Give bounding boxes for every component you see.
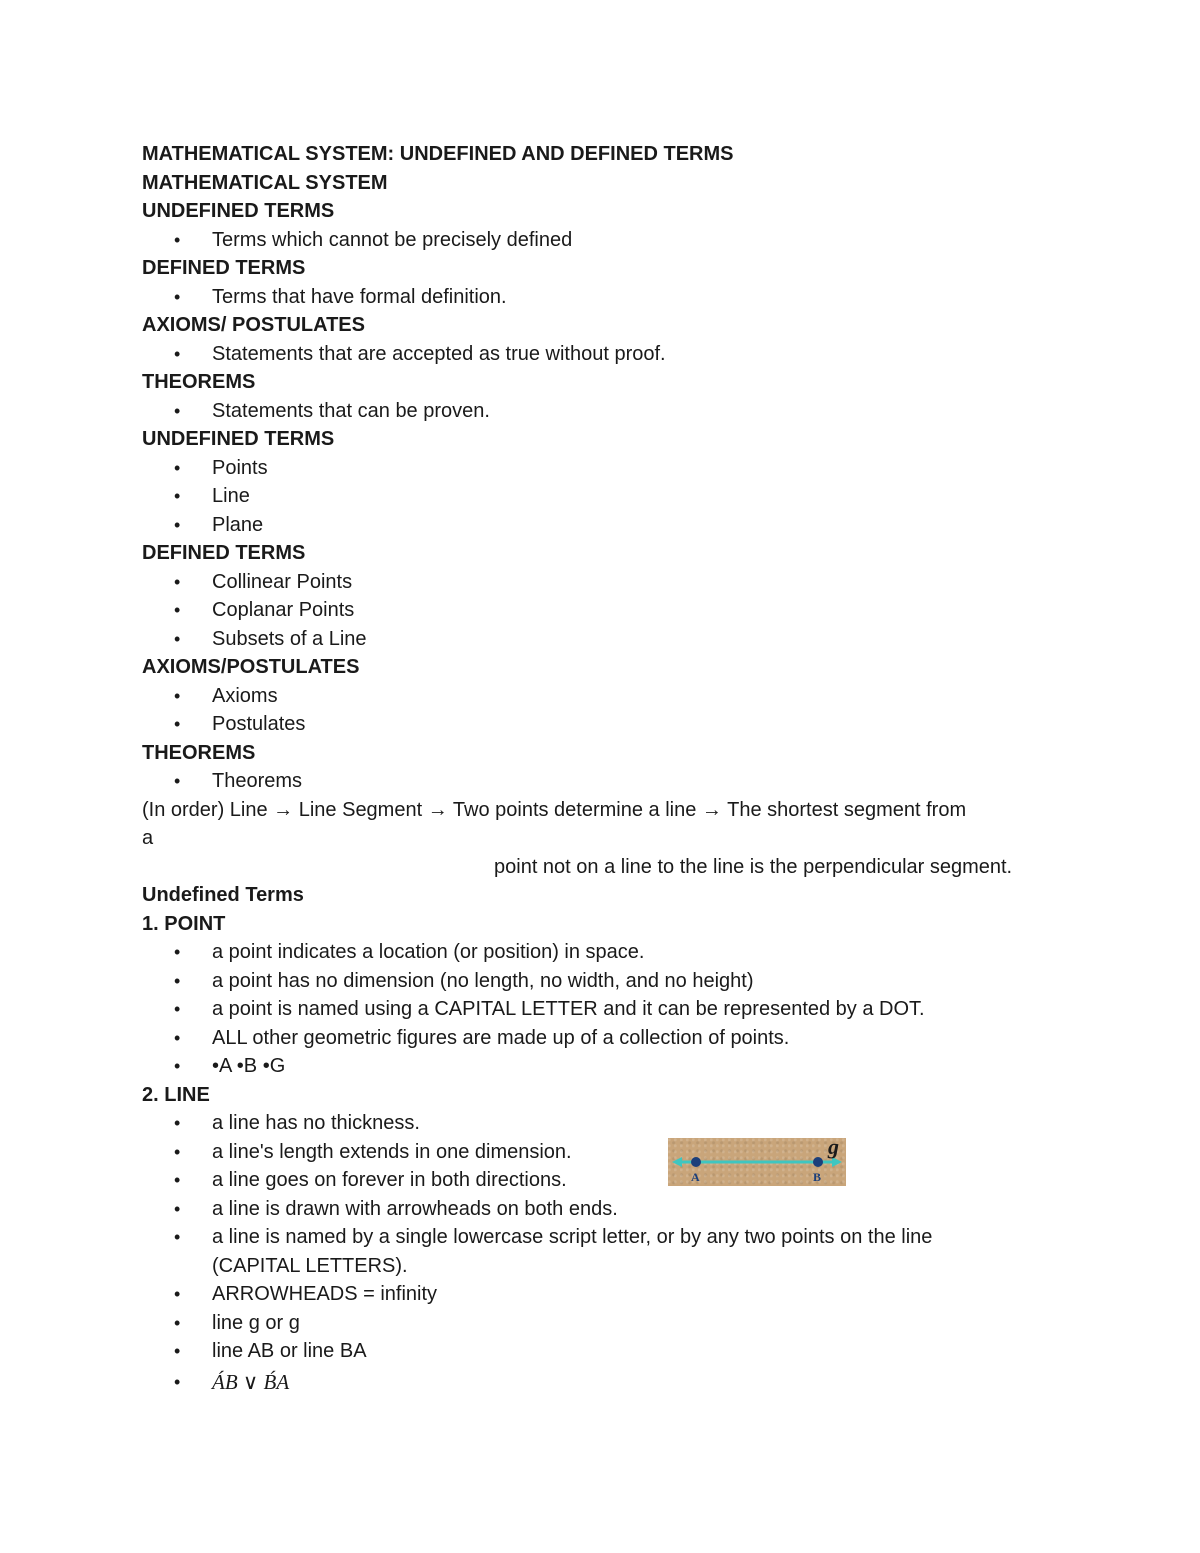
document-title: MATHEMATICAL SYSTEM: UNDEFINED AND DEFINED TERMS <box>142 143 734 165</box>
bullet-icon: • <box>174 514 181 535</box>
list-item: • ARROWHEADS = infinity <box>142 1280 1062 1309</box>
bullet-icon: • <box>174 628 181 649</box>
list-item: • Points <box>142 454 1062 483</box>
bullet-icon: • <box>174 1227 181 1247</box>
overview-defined-heading: DEFINED TERMS <box>142 257 306 279</box>
bullet-icon: • <box>174 571 181 592</box>
bullet-icon: • <box>174 1312 181 1333</box>
list-item: • a line's length extends in one dimension. <box>142 1138 1062 1167</box>
list-item: • Coplanar Points <box>142 596 1062 625</box>
list-item: • Theorems <box>142 767 1062 796</box>
line-heading: 2. LINE <box>142 1083 210 1106</box>
bullet-icon: • <box>174 1113 181 1133</box>
document-subtitle: MATHEMATICAL SYSTEM <box>142 171 388 194</box>
list-item: • Line <box>142 482 1062 511</box>
bullet-icon: • <box>174 400 181 421</box>
list-item: • Collinear Points <box>142 568 1062 597</box>
bullet-icon: • <box>174 970 181 991</box>
list-item: • Postulates <box>142 710 1062 739</box>
bullet-icon: • <box>174 343 181 364</box>
bullet-icon: • <box>174 486 181 506</box>
point-b-label: B <box>813 1170 822 1184</box>
line-notation: ÁB ∨ B́A <box>212 1369 290 1394</box>
bullet-icon: • <box>174 600 181 620</box>
list-item: • a point is named using a CAPITAL LETTER and it can be represented by a DOT. <box>142 995 1062 1024</box>
list-item: • Terms that have formal definition. <box>142 283 1062 312</box>
section-heading: Undefined Terms <box>142 884 304 906</box>
bullet-icon: • <box>174 1141 181 1162</box>
point-heading: 1. POINT <box>142 912 226 935</box>
line-g-label: g <box>828 1138 839 1159</box>
undefined-terms-heading: UNDEFINED TERMS <box>142 428 335 450</box>
list-item: • Subsets of a Line <box>142 625 1062 654</box>
bullet-icon: • <box>174 942 181 962</box>
line-figure-image <box>668 1138 846 1186</box>
bullet-icon: • <box>174 714 181 734</box>
bullet-icon: • <box>174 685 181 706</box>
bullet-icon: • <box>174 1284 181 1304</box>
point-a-dot <box>691 1157 701 1167</box>
point-b-dot <box>813 1157 823 1167</box>
overview-axioms-heading: AXIOMS/ POSTULATES <box>142 314 365 336</box>
list-item <box>142 1368 1062 1398</box>
list-item: • line AB or line BA <box>142 1337 1062 1366</box>
axioms-postulates-heading: AXIOMS/POSTULATES <box>142 656 360 678</box>
order-line-1: (In order) Line → Line Segment → Two points determine a line → The shortest segment from <box>142 798 967 821</box>
list-item: • a point has no dimension (no length, no width, and no height) <box>142 967 1062 996</box>
theorems-heading: THEOREMS <box>142 741 256 764</box>
list-item: • Axioms <box>142 682 1062 711</box>
bullet-icon: • <box>174 1056 181 1076</box>
list-item: • a line is drawn with arrowheads on both ends. <box>142 1195 1062 1224</box>
bullet-icon: • <box>174 286 181 307</box>
bullet-icon: • <box>174 1198 181 1219</box>
line-figure-svg <box>668 1138 846 1186</box>
list-item: • Statements that are accepted as true without proof. <box>142 340 1062 369</box>
list-item: • line g or g <box>142 1309 1062 1338</box>
list-item: • a point indicates a location (or position) in space. <box>142 938 1062 967</box>
document-page <box>142 140 1062 1397</box>
bullet-icon: • <box>174 1341 181 1361</box>
list-item: • ALL other geometric figures are made up of a collection of points. <box>142 1024 1062 1053</box>
overview-undefined-heading: UNDEFINED TERMS <box>142 200 335 222</box>
list-item: • a line goes on forever in both directions. <box>142 1166 1062 1195</box>
bullet-icon: • <box>174 1170 181 1190</box>
left-arrowhead-icon <box>672 1157 682 1167</box>
overview-theorems-heading: THEOREMS <box>142 371 256 393</box>
bullet-icon: • <box>174 771 181 791</box>
list-item: • •A •B •G <box>142 1052 1062 1081</box>
list-item: • a line is named by a single lowercase script letter, or by any two points on the line (CAPITAL LETTERS). <box>142 1223 1002 1280</box>
bullet-icon: • <box>174 1371 181 1392</box>
bullet-icon: • <box>174 999 181 1019</box>
list-item: • Plane <box>142 511 1062 540</box>
point-a-label: A <box>691 1170 700 1184</box>
bullet-icon: • <box>174 457 181 478</box>
order-line-2: a <box>142 827 154 849</box>
defined-terms-heading: DEFINED TERMS <box>142 542 306 564</box>
order-line-3: point not on a line to the line is the perpendicular segment. <box>494 855 1013 878</box>
bullet-icon: • <box>174 229 181 250</box>
list-item: • a line has no thickness. <box>142 1109 1062 1138</box>
list-item: • Terms which cannot be precisely defined <box>142 226 1062 255</box>
bullet-icon: • <box>174 1027 181 1048</box>
list-item: • Statements that can be proven. <box>142 397 1062 426</box>
